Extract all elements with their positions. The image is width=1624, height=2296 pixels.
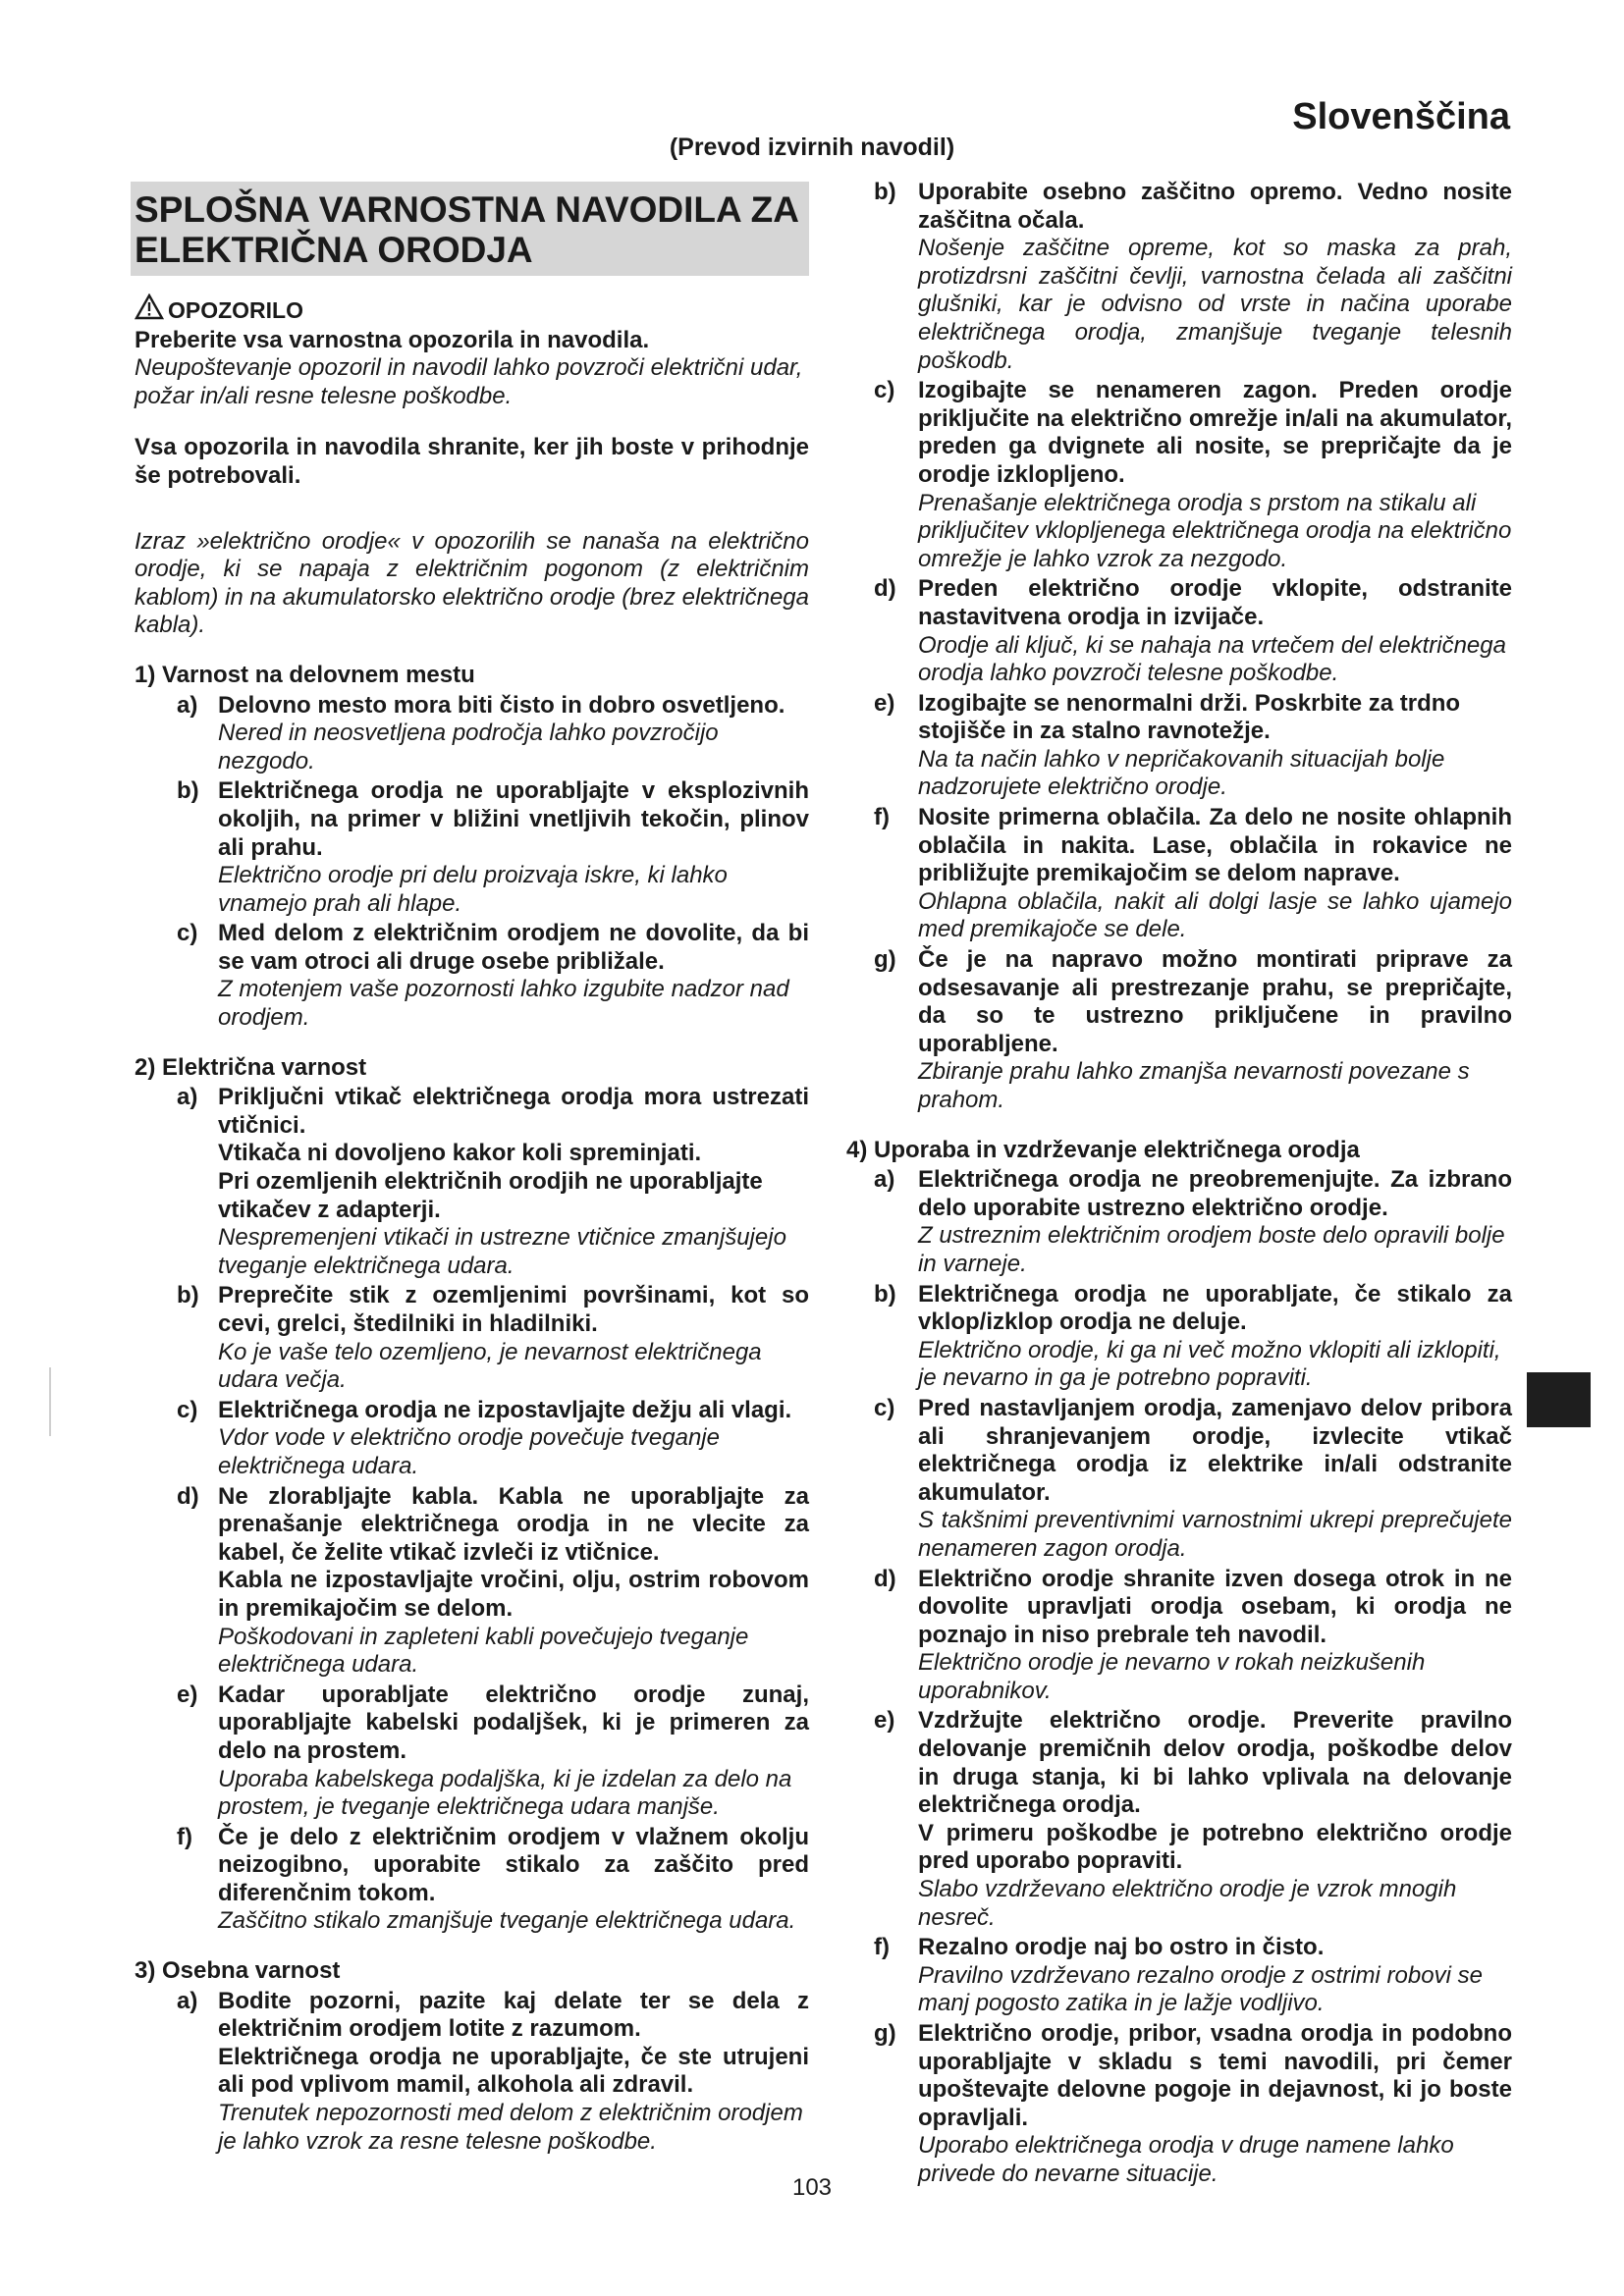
list-item: c) Med delom z električnim orodjem ne dovolite, da bi se vam otroci ali druge osebe približale. Z motenjem vaše pozornosti lahko izgubite nadzor nad orodjem. bbox=[177, 920, 809, 1032]
list-item: b) Električnega orodja ne uporabljate, če stikalo za vklop/izklop orodja ne deluje. Električno orodje, ki ga ni več možno vklopiti ali izklopiti, je nevarno in ga je potrebno popraviti. bbox=[874, 1280, 1512, 1392]
list-item: b) Preprečite stik z ozemljenimi površinami, kot so cevi, grelci, štedilniki in hladilniki. Ko je vaše telo ozemljeno, je nevarnost električnega udara večja. bbox=[177, 1282, 809, 1394]
section-title: 1) Varnost na delovnem mestu bbox=[135, 661, 475, 688]
list-item: f) Rezalno orodje naj bo ostro in čisto. Pravilno vzdrževano rezalno orodje z ostrimi robovi se manj pogosto zatika in je lažje vodljivo. bbox=[874, 1934, 1483, 2017]
list-item: g) Če je na napravo možno montirati priprave za odsesavanje ali prestrezanje prahu, se prepričajte, da so te ustrezno priključene in pravilno uporabljene. Zbiranje prahu lahko zmanjša nevarnosti povezane s prahom. bbox=[874, 946, 1512, 1113]
section-title: 2) Električna varnost bbox=[135, 1053, 367, 1081]
left-column bbox=[135, 177, 809, 2156]
list-item: a) Električnega orodja ne preobremenjujte. Za izbrano delo uporabite ustrezno električno orodje. Z ustreznim električnim orodjem boste delo opravili bolje in varneje. bbox=[874, 1166, 1512, 1277]
right-column bbox=[846, 177, 1512, 2189]
section-2 bbox=[135, 1054, 809, 1936]
list-item: f) Nosite primerna oblačila. Za delo ne nosite ohlapnih oblačila in nakita. Lase, oblačila in rokavice ne približujte premikajočim se delom naprave. Ohlapna oblačila, nakit ali dolgi lasje se lahko ujamejo med premikajoče se dele. bbox=[874, 804, 1512, 943]
section-title: 3) Osebna varnost bbox=[135, 1957, 341, 1985]
section-4 bbox=[846, 1137, 1512, 2189]
list-item: e) Kadar uporabljate električno orodje zunaj, uporabljajte kabelski podaljšek, ki je primeren za delo na prostem. Uporaba kabelskega podaljška, ki je izdelan za delo na prostem, je tveganje električnega udara manjše. bbox=[177, 1681, 809, 1821]
list-item: c) Električnega orodja ne izpostavljajte dežju ali vlagi. Vdor vode v električno orodje povečuje tveganje električnega udara. bbox=[177, 1396, 792, 1479]
list-item: d) Preden električno orodje vklopite, odstranite nastavitvena orodja in izvijače. Orodje ali ključ, ki se nahaja na vrtečem del električnega orodja lahko povzroči telesne poškodbe. bbox=[874, 575, 1512, 687]
warning-label: OPOZORILO bbox=[168, 296, 303, 323]
definition-text: Izraz »električno orodje« v opozorilih se nanaša na električno orodje, ki se napaja z električnim pogonom (z električnim kablom) in na akumulatorsko električno orodje (brez električnega kabla). bbox=[135, 527, 809, 639]
page-subtitle: (Prevod izvirnih navodil) bbox=[669, 133, 955, 161]
list-item: e) Vzdržujte električno orodje. Preverite pravilno delovanje premičnih delov orodja, poškodbe delov in druga stanja, ki bi lahko vplivala na delovanje električnega orodja. V primeru poškodbe je potrebno električno orodje pred uporabo popraviti. Slabo vzdrževano električno orodje je vzrok mnogih nesreč. bbox=[874, 1707, 1512, 1931]
warning-title bbox=[135, 294, 809, 327]
warning-bold-line: Preberite vsa varnostna opozorila in navodila. bbox=[135, 326, 650, 353]
section-3 bbox=[135, 1957, 809, 2156]
section-tab-marker bbox=[1527, 1372, 1591, 1427]
keep-instructions: Vsa opozorila in navodila shranite, ker jih boste v prihodnje še potrebovali. bbox=[135, 434, 809, 489]
section-1 bbox=[135, 662, 809, 1033]
language-label: Slovenščina bbox=[1292, 96, 1510, 137]
list-item: b) Električnega orodja ne uporabljajte v eksplozivnih okoljih, na primer v bližini vnetljivih tekočin, plinov ali prahu. Električno orodje pri delu proizvaja iskre, ki lahko vnamejo prah ali hlape. bbox=[177, 777, 809, 917]
margin-mark bbox=[49, 1367, 51, 1436]
list-item: c) Izogibajte se nenameren zagon. Preden orodje priključite na električno omrežje in/ali na akumulator, preden ga dvignete ali nosite, se prepričajte da je orodje izklopljeno. Prenašanje električnega orodja s prstom na stikalu ali priključitev vklopljenega električnega orodja na električno omrežje je lahko vzrok za nezgodo. bbox=[874, 377, 1512, 572]
list-item: c) Pred nastavljanjem orodja, zamenjavo delov pribora ali shranjevanjem orodje, izvlecite vtikač električnega orodja iz elektrike in/ali odstranite akumulator. S takšnimi preventivnimi varnostnimi ukrepi preprečujete nenameren zagon orodja. bbox=[874, 1394, 1512, 1562]
page-number: 103 bbox=[791, 2174, 833, 2201]
list-item: d) Ne zlorabljajte kabla. Kabla ne uporabljajte za prenašanje električnega orodja in ne vlecite za kabel, če želite vtikač izvleči iz vtičnice. Kabla ne izpostavljajte vročini, olju, ostrim robovom in premikajočim se delom. Poškodovani in zapleteni kabli povečujejo tveganje električnega udara. bbox=[177, 1482, 809, 1679]
warning-triangle-icon bbox=[135, 294, 164, 327]
list-item: e) Izogibajte se nenormalni drži. Poskrbite za trdno stojišče in za stalno ravnotežje. Na ta način lahko v nepričakovanih situacijah bolje nadzorujete električno orodje. bbox=[874, 689, 1461, 801]
list-item: f) Če je delo z električnim orodjem v vlažnem okolju neizogibno, uporabite stikalo za zaščito pred diferenčnim tokom. Zaščitno stikalo zmanjšuje tveganje električnega udara. bbox=[177, 1823, 809, 1935]
list-item: b) Uporabite osebno zaščitno opremo. Vedno nosite zaščitna očala. Nošenje zaščitne opreme, kot so maska za prah, protizdrsni zaščitni čevlji, varnostna čelada ali zaščitni glušniki, kar je odvisno od vrste in načina uporabe električnega orodja, zmanjšuje tveganje telesnih poškodb. bbox=[874, 179, 1512, 374]
list-item: d) Električno orodje shranite izven dosega otrok in ne dovolite upravljati orodja osebam, ki orodja ne poznajo in niso prebrale teh navodil. Električno orodje je nevarno v rokah neizkušenih uporabnikov. bbox=[874, 1565, 1512, 1704]
main-heading: SPLOŠNA VARNOSTNA NAVODILA ZA ELEKTRIČNA ORODJA bbox=[131, 182, 809, 276]
list-item: g) Električno orodje, pribor, vsadna orodja in podobno uporabljajte v skladu s temi navodili, pri čemer upoštevajte delovne pogoje in dejavnost, ki jo boste opravljali. Uporabo električnega orodja v druge namene lahko privede do nevarne situacije. bbox=[874, 2020, 1512, 2187]
list-item: a) Bodite pozorni, pazite kaj delate ter se dela z električnim orodjem lotite z razumom. Električnega orodja ne uporabljajte, če ste utrujeni ali pod vplivom mamil, alkohola ali zdravil. Trenutek nepozornosti med delom z električnim orodjem je lahko vzrok za resne telesne poškodbe. bbox=[177, 1987, 809, 2155]
section-title: 4) Uporaba in vzdrževanje električnega orodja bbox=[846, 1136, 1360, 1163]
list-item: a) Delovno mesto mora biti čisto in dobro osvetljeno. Nered in neosvetljena področja lahko povzročijo nezgodo. bbox=[177, 691, 785, 774]
warning-italic-text: Neupoštevanje opozoril in navodil lahko povzroči električni udar, požar in/ali resne telesne poškodbe. bbox=[135, 354, 803, 409]
list-item: a) Priključni vtikač električnega orodja mora ustrezati vtičnici. Vtikača ni dovoljeno kakor koli spreminjati. Pri ozemljenih električnih orodjih ne uporabljajte vtikačev z adapterji. Nespremenjeni vtikači in ustrezne vtičnice zmanjšujejo tveganje električnega udara. bbox=[177, 1084, 809, 1279]
